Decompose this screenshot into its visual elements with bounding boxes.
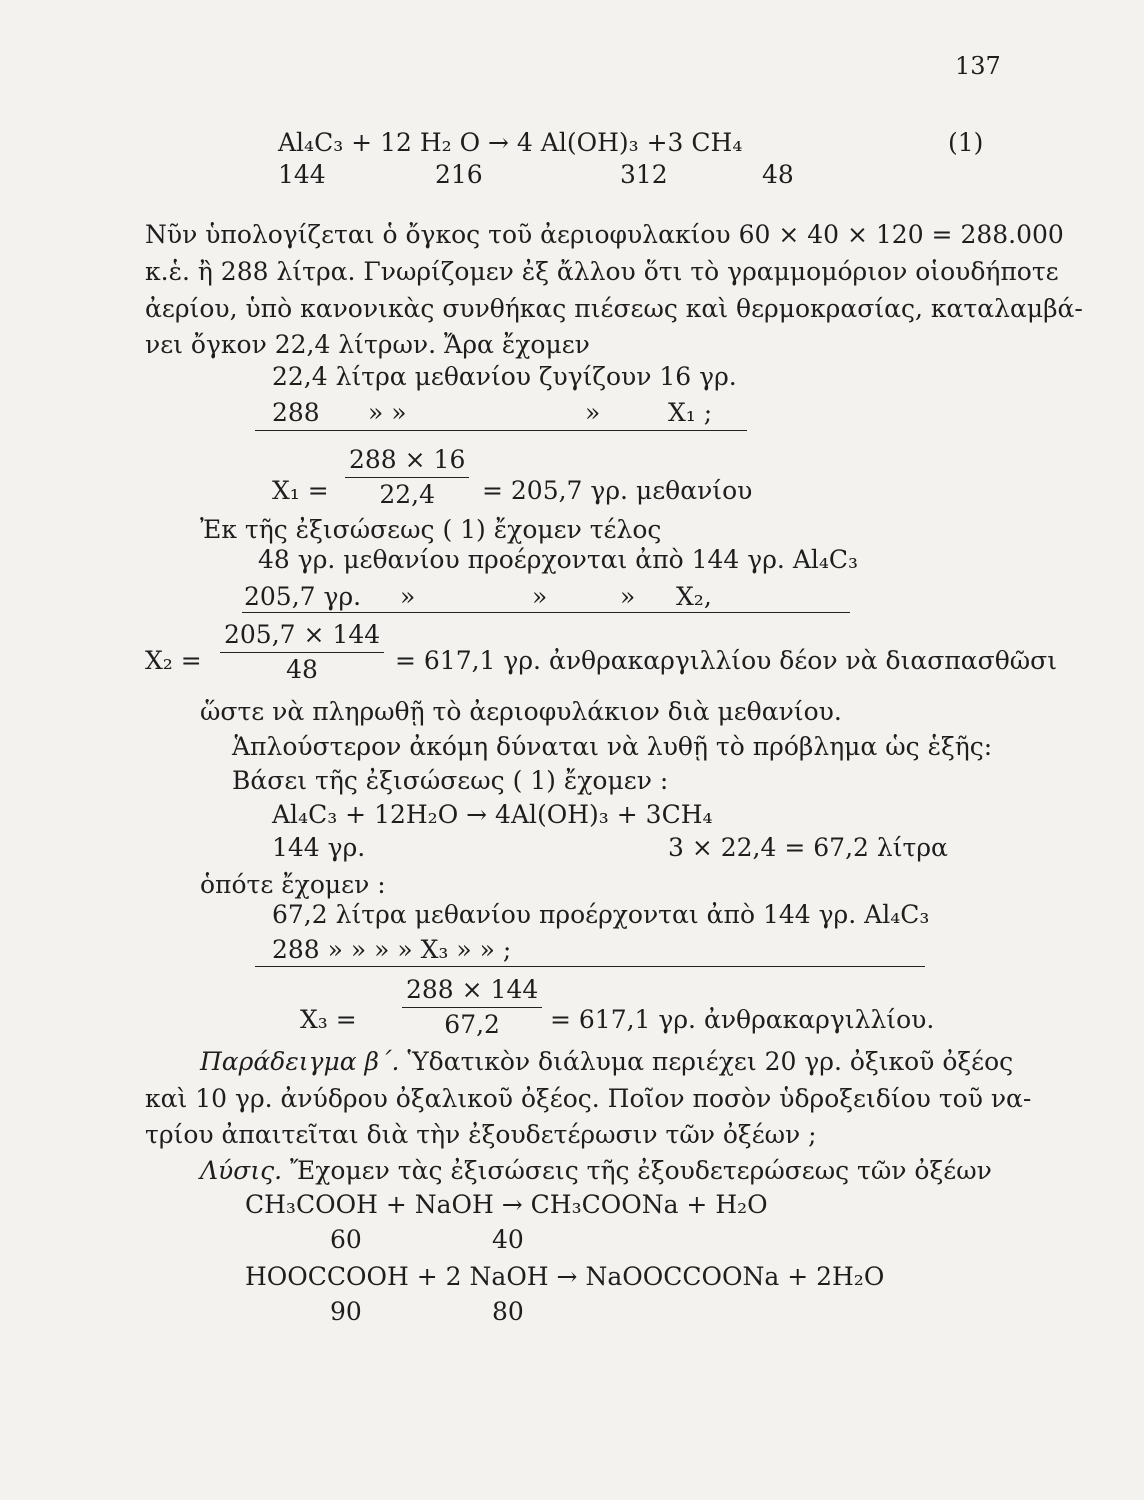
eq2-volume: 3 × 22,4 = 67,2 λίτρα [668,833,948,862]
ditto-marks: » [620,582,636,611]
page-number: 137 [955,52,1001,80]
example-line [200,1047,1013,1076]
fraction [402,975,542,1040]
fraction-numerator: 205,7 × 144 [220,620,384,653]
fraction-denominator: 67,2 [444,1010,500,1039]
eq2-mass: 144 γρ. [272,833,366,862]
fraction-denominator: 48 [286,655,318,684]
eq4-mass: 80 [492,1297,524,1326]
ditto-marks: » [585,398,601,427]
paragraph-line: καὶ 10 γρ. ἀνύδρου ὀξαλικοῦ ὀξέος. Ποῖον ποσὸν ὑδροξειδίου τοῦ να- [145,1084,1032,1113]
calc-lhs: X₁ = [272,476,329,505]
separator-line [242,612,850,613]
calc-lhs: X₂ = [145,646,202,675]
calc-result: = 617,1 γρ. ἀνθρακαργιλλίου δέον νὰ διασπασθῶσι [395,646,1057,675]
proportion-line: 67,2 λίτρα μεθανίου προέρχονται ἀπὸ 144 γρ. Al₄C₃ [272,900,930,929]
paragraph-line: ὥστε νὰ πληρωθῇ τὸ ἀεριοφυλάκιον διὰ μεθανίου. [200,697,842,726]
fraction-denominator: 22,4 [379,480,436,509]
equation-2: Al₄C₃ + 12H₂O → 4Al(OH)₃ + 3CH₄ [272,800,713,829]
fraction-numerator: 288 × 16 [345,445,469,478]
paragraph-line: νει ὄγκον 22,4 λίτρων. Ἄρα ἔχομεν [145,330,590,359]
fraction [345,445,469,510]
paragraph-line: ἀερίου, ὑπὸ κανονικὰς συνθήκας πιέσεως καὶ θερμοκρασίας, καταλαμβά- [145,294,1083,323]
paragraph-line: κ.ἑ. ἢ 288 λίτρα. Γνωρίζομεν ἐξ ἄλλου ὅτι τὸ γραμμομόριον οἱουδήποτε [145,257,1059,286]
eq1-mass: 312 [620,160,668,189]
example-label: Παράδειγμα β΄. [200,1047,400,1076]
calc-result: = 205,7 γρ. μεθανίου [482,476,753,505]
paragraph-line: ὁπότε ἔχομεν : [200,870,386,899]
unknown-x1: X₁ ; [668,398,713,427]
solution-line [200,1156,992,1185]
calc-result: = 617,1 γρ. ἀνθρακαργιλλίου. [550,1005,935,1034]
fraction-numerator: 288 × 144 [402,975,542,1008]
example-text: Ὑδατικὸν διάλυμα περιέχει 20 γρ. ὀξικοῦ ὀξέος [407,1047,1014,1076]
eq4-mass: 90 [330,1297,362,1326]
ditto-marks: » » [368,398,407,427]
paragraph-line: Νῦν ὑπολογίζεται ὁ ὄγκος τοῦ ἀεριοφυλακίου 60 × 40 × 120 = 288.000 [145,220,1064,249]
separator-line [255,430,747,431]
solution-text: Ἔχομεν τὰς ἐξισώσεις τῆς ἐξουδετερώσεως τῶν ὀξέων [290,1156,992,1185]
proportion-line: 22,4 λίτρα μεθανίου ζυγίζουν 16 γρ. [272,362,737,391]
proportion-line: 48 γρ. μεθανίου προέρχονται ἀπὸ 144 γρ. Al₄C₃ [258,545,859,574]
calc-lhs: X₃ = [300,1005,357,1034]
eq3-mass: 40 [492,1225,524,1254]
solution-label: Λύσις. [200,1156,283,1185]
ditto-marks: » [532,582,548,611]
eq1-mass: 216 [435,160,483,189]
unknown-x2: X₂, [676,582,712,611]
proportion-line: 205,7 γρ. [244,582,362,611]
eq3-mass: 60 [330,1225,362,1254]
paragraph-line: τρίου ἀπαιτεῖται διὰ τὴν ἐξουδετέρωσιν τῶν ὀξέων ; [145,1120,817,1149]
paragraph-line: Ἐκ τῆς ἐξισώσεως ( 1) ἔχομεν τέλος [200,515,662,544]
equation-3: CH₃COOH + NaOH → CH₃COONa + H₂O [245,1190,768,1219]
proportion-line: 288 [272,398,320,427]
equation-4: HOOCCOOH + 2 NaOH → NaOOCCOONa + 2H₂O [245,1262,885,1291]
equation-label: (1) [948,128,984,157]
eq1-mass: 144 [278,160,326,189]
paragraph-line: Βάσει τῆς ἐξισώσεως ( 1) ἔχομεν : [232,766,669,795]
equation-1: Al₄C₃ + 12 H₂ O → 4 Al(OH)₃ +3 CH₄ [278,128,743,157]
fraction [220,620,384,685]
paragraph-line: Ἁπλούστερον ἀκόμη δύναται νὰ λυθῇ τὸ πρόβλημα ὡς ἑξῆς: [232,732,993,761]
separator-line [255,966,925,967]
proportion-line: 288 » » » » X₃ » » ; [272,935,512,964]
ditto-marks: » [400,582,416,611]
eq1-mass: 48 [762,160,794,189]
